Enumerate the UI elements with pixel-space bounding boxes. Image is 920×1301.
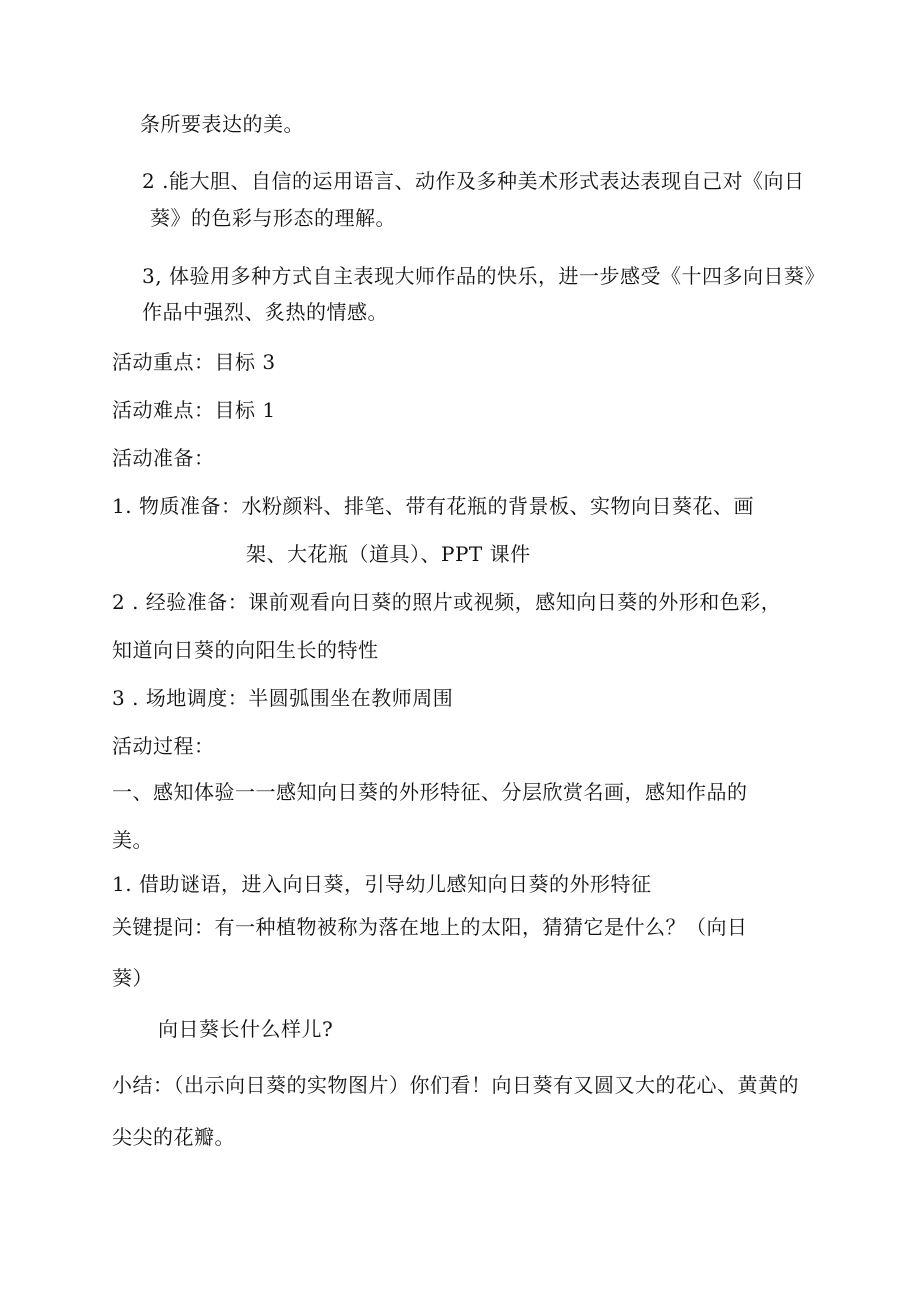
- question-line2: 葵）: [112, 966, 153, 990]
- summary-line2: 尖尖的花瓣。: [112, 1125, 235, 1149]
- prep1-line2: 架、大花瓶（道具）、PPT 课件: [246, 542, 531, 566]
- step1: 1. 借助谜语，进入向日葵，引导幼儿感知向日葵的外形特征: [112, 872, 652, 896]
- question-line1: 关键提问：有一种植物被称为落在地上的太阳，猜猜它是什么？（向日: [112, 915, 748, 939]
- goal2-line2: 葵》的色彩与形态的理解。: [150, 206, 396, 230]
- prep2-line1: 2 . 经验准备：课前观看向日葵的照片或视频，感知向日葵的外形和色彩，: [112, 590, 782, 614]
- goal3-line2: 作品中强烈、炙热的情感。: [142, 300, 388, 324]
- activity-process-title: 活动过程：: [112, 734, 215, 758]
- question2: 向日葵长什么样儿?: [158, 1017, 334, 1041]
- goal3-line1: 3, 体验用多种方式自主表现大师作品的快乐，进一步感受《十四多向日葵》: [142, 264, 825, 288]
- goal2-line1: 2 .能大胆、自信的运用语言、动作及多种美术形式表达表现自己对《向日: [142, 169, 805, 193]
- section1-line1: 一、感知体验一一感知向日葵的外形特征、分层欣赏名画，感知作品的: [112, 780, 748, 804]
- prep2-line2: 知道向日葵的向阳生长的特性: [112, 638, 379, 662]
- prep3: 3 . 场地调度：半圆弧围坐在教师周围: [112, 686, 454, 710]
- section1-line2: 美。: [112, 828, 153, 852]
- summary-line1: 小结：（出示向日葵的实物图片）你们看！向日葵有又圆又大的花心、黄黄的: [112, 1073, 799, 1097]
- activity-prep-title: 活动准备：: [112, 446, 215, 470]
- goal1-continuation: 条所要表达的美。: [140, 112, 304, 136]
- activity-difficulty: 活动难点：目标 1: [112, 398, 276, 422]
- prep1-line1: 1. 物质准备：水粉颜料、排笔、带有花瓶的背景板、实物向日葵花、画: [112, 494, 754, 518]
- activity-key-point: 活动重点：目标 3: [112, 350, 276, 374]
